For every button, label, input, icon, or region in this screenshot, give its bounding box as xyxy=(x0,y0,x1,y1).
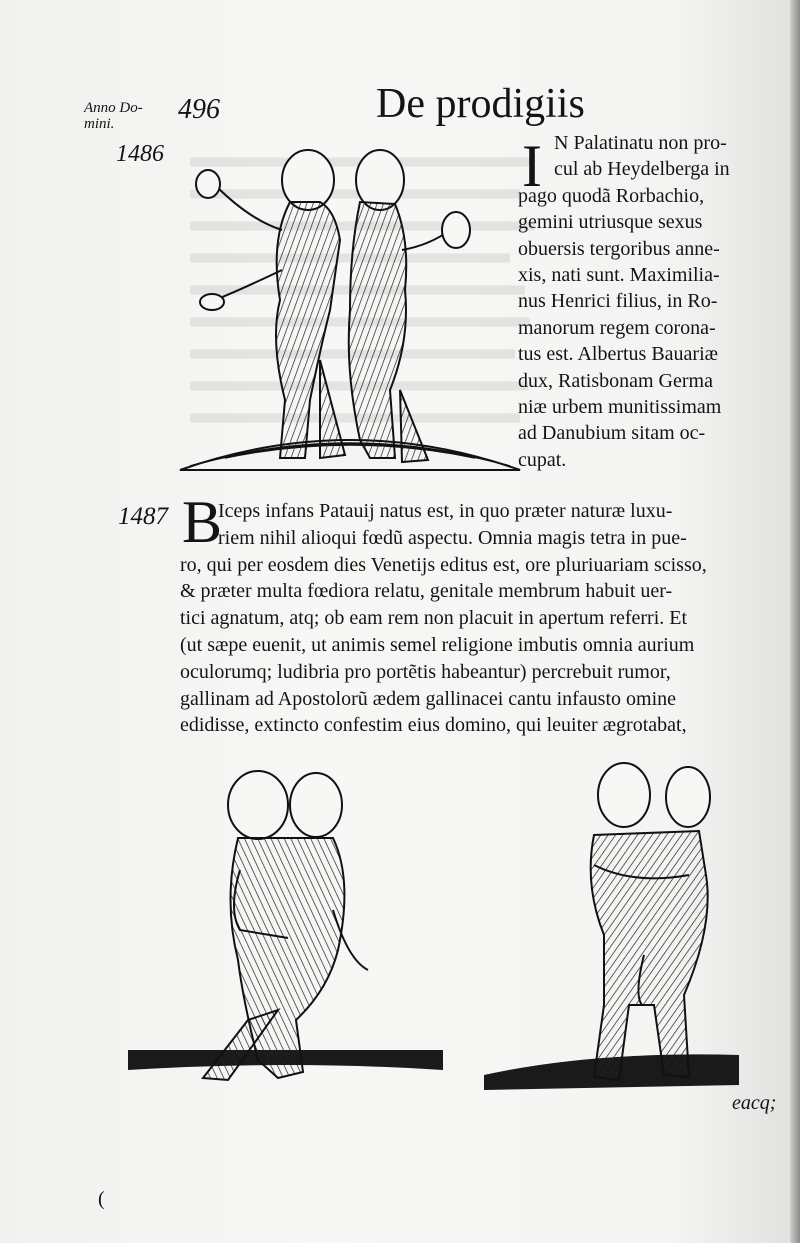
paragraph1-line: N Palatinatu non pro- xyxy=(554,132,727,154)
dropcap-B: B xyxy=(182,489,223,555)
margin-anno-domini xyxy=(84,100,143,132)
paragraph2-line: riem nihil alioqui fœdũ aspectu. Omnia magis tetra in pue- xyxy=(218,526,687,549)
paragraph1-line: niæ urbem munitissimam xyxy=(518,396,722,418)
catchword: eacq; xyxy=(732,1092,777,1114)
paragraph2-line: tici agnatum, atq; ob eam rem non placuit in apertum referri. Et xyxy=(180,607,688,630)
anno-line-1: Anno Do- xyxy=(84,100,143,116)
paragraph2-line: & præter multa fœdiora relatu, genitale membrum habuit uer- xyxy=(180,580,673,603)
paragraph1-line: obuersis tergoribus anne- xyxy=(518,237,720,260)
page-number: 496 xyxy=(178,94,220,125)
paragraph1-line: dux, Ratisbonam Germa xyxy=(518,369,713,392)
paragraph2-line: ro, qui per eosdem dies Venetijs editus est, ore pluriuariam scisso, xyxy=(180,553,707,576)
paragraph1-line: cul ab Heydelberga in xyxy=(554,158,730,181)
paragraph1-line: nus Henrici filius, in Ro- xyxy=(518,290,718,313)
running-title: De prodigiis xyxy=(376,81,585,127)
margin-year-1487: 1487 xyxy=(118,503,168,530)
woodcut-two-headed-figure xyxy=(128,760,448,1100)
paragraph1-line: manorum regem corona- xyxy=(518,316,716,339)
paragraph1-line: gemini utriusque sexus xyxy=(518,211,703,234)
paragraph2-line: gallinam ad Apostolorũ ædem gallinacei cantu infausto omine xyxy=(180,687,676,710)
paragraph1-line: ad Danubium sitam oc- xyxy=(518,422,706,445)
dropcap-I: I xyxy=(522,133,542,199)
paragraph2-line: oculorumq; ludibria pro portẽtis habeantur) percrebuit rumor, xyxy=(180,660,671,683)
paragraph2-line: edidisse, extincto confestim eius domino, qui leuiter ægrotabat, xyxy=(180,714,687,737)
paragraph2-line: (ut sæpe euenit, ut animis semel religione imbutis omnia aurium xyxy=(180,634,695,656)
anno-line-2: mini. xyxy=(84,116,115,132)
woodcut-conjoined-twins-side-by-side xyxy=(444,755,744,1095)
book-spine-shadow xyxy=(790,0,800,1243)
paragraph1-line: xis, nati sunt. Maximilia- xyxy=(518,264,720,286)
margin-year-1486: 1486 xyxy=(116,141,164,167)
stray-mark: ( xyxy=(98,1188,105,1210)
paragraph1-line: pago quodã Rorbachio, xyxy=(518,184,705,207)
paragraph1-line: cupat. xyxy=(518,448,567,471)
paragraph2-line: Iceps infans Patauij natus est, in quo præter naturæ luxu- xyxy=(218,500,673,522)
woodcut-conjoined-twins-back-to-back xyxy=(170,140,530,480)
paragraph1-line: tus est. Albertus Bauariæ xyxy=(518,343,718,366)
